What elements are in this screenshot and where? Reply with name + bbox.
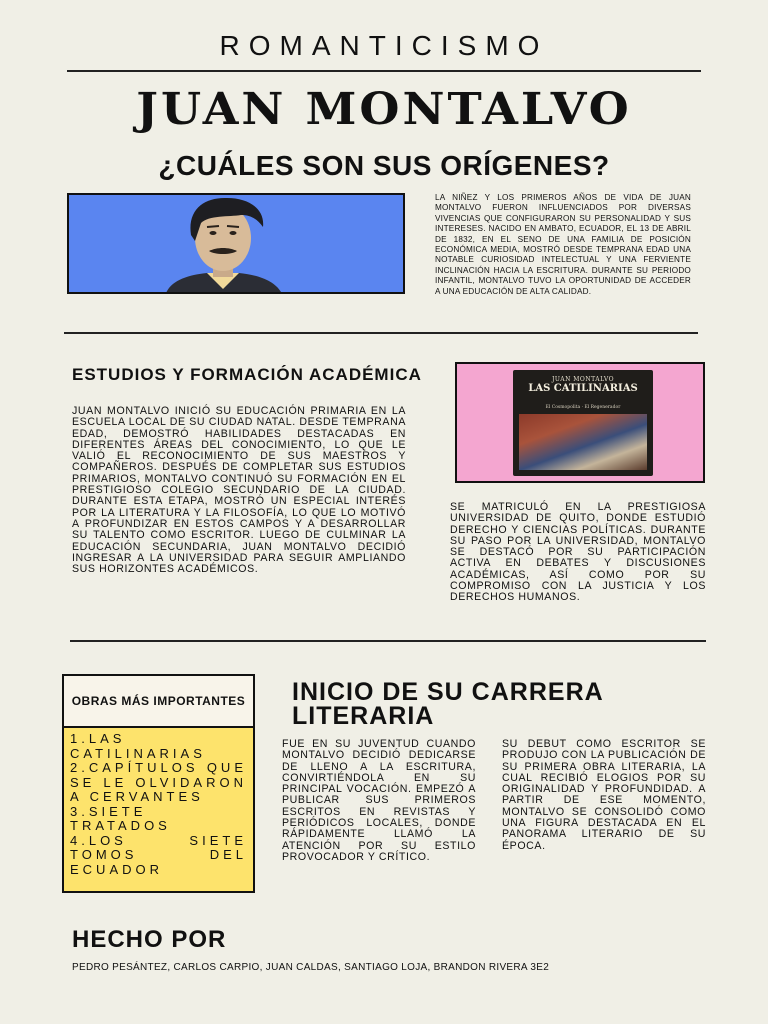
- works-list: [64, 726, 253, 891]
- book-title: LAS CATILINARIAS: [528, 383, 638, 394]
- studies-text-right: SE MATRICULÓ EN LA PRESTIGIOSA UNIVERSIDAD DE QUITO, DONDE ESTUDIÓ DERECHO Y CIENCIAS POLÍTICAS. DURANTE SU PASO POR LA UNIVERSIDAD, MONTALVO SE DESTACÓ POR SU PARTICIPACIÓN ACTIVA EN DEBATES Y DISCUSIONES ACADÉMICAS, ASÍ COMO POR SU COMPROMISO CON LA JUSTICIA Y LOS DERECHOS HUMANOS.: [450, 501, 706, 604]
- works-item: 1.LAS CATILINARIAS: [70, 731, 206, 761]
- origins-heading: ¿CUÁLES SON SUS ORÍGENES?: [158, 150, 610, 181]
- divider-top: [67, 70, 701, 72]
- works-heading: OBRAS MÁS IMPORTANTES: [71, 694, 246, 708]
- studies-text: JUAN MONTALVO INICIÓ SU EDUCACIÓN PRIMARIA EN LA ESCUELA LOCAL DE SU CIUDAD NATAL. DESDE TEMPRANA EDAD, DEMOSTRÓ HABILIDADES DESTACADAS EN DIFERENTES ÁREAS DEL CONOCIMIENTO, LO QUE LE VALIÓ EL RECONOCIMIENTO DE SUS MAESTROS Y COMPAÑEROS. DESPUÉS DE COMPLETAR SUS ESTUDIOS PRIMARIOS, MONTALVO CONTINUÓ SU FORMACIÓN EN EL PRESTIGIOSO COLEGIO SECUNDARIO DE LA CIUDAD. DURANTE ESTA ETAPA, MOSTRÓ UN ESPECIAL INTERÉS POR LA LITERATURA Y LA FILOSOFÍA, LO QUE LO MOTIVÓ A PROFUNDIZAR EN ESTOS CAMPOS Y A DESARROLLAR SU TALENTO COMO ESCRITOR. LUEGO DE CULMINAR LA EDUCACIÓN SECUNDARIA, JUAN MONTALVO DECIDIÓ INGRESAR A LA UNIVERSIDAD PARA SEGUIR AMPLIANDO SUS HORIZONTES ACADÉMICOS.: [72, 405, 406, 576]
- studies-heading: ESTUDIOS Y FORMACIÓN ACADÉMICA: [72, 365, 422, 384]
- career-heading: INICIO DE SU CARRERA LITERARIA: [292, 678, 603, 730]
- origins-text: LA NIÑEZ Y LOS PRIMEROS AÑOS DE VIDA DE JUAN MONTALVO FUERON INFLUENCIADOS POR DIVERSAS VIVENCIAS QUE CONFIGURARON SU PERSONALIDAD Y SUS INTERESES. NACIDO EN AMBATO, ECUADOR, EL 13 DE ABRIL DE 1832, EN EL SENO DE UNA FAMILIA DE POSICIÓN ECONÓMICA MEDIA, MOSTRÓ DESDE TEMPRANA EDAD UNA NOTABLE CURIOSIDAD INTELECTUAL Y UNA FERVIENTE INCLINACIÓN HACIA LA ESCRITURA. DURANTE SU PERIODO INFANTIL, MONTALVO TUVO LA OPORTUNIDAD DE ACCEDER A UNA EDUCACIÓN DE ALTA CALIDAD.: [435, 193, 691, 296]
- portrait-illustration: [69, 195, 405, 294]
- book-author: JUAN MONTALVO: [551, 376, 614, 383]
- credits-authors: PEDRO PESÁNTEZ, CARLOS CARPIO, JUAN CALDAS, SANTIAGO LOJA, BRANDON RIVERA 3E2: [72, 962, 550, 973]
- portrait-image: [67, 193, 405, 294]
- works-item: 2.CAPÍTULOS QUE SE LE OLVIDARON A CERVANTES: [70, 760, 247, 804]
- career-text-right: SU DEBUT COMO ESCRITOR SE PRODUJO CON LA PUBLICACIÓN DE SU PRIMERA OBRA LITERARIA, LA CUAL RECIBIÓ ELOGIOS POR SU ORIGINALIDAD Y PROFUNDIDAD. A PARTIR DE ESE MOMENTO, MONTALVO SE CONSOLIDÓ COMO UNA FIGURA DESTACADA EN EL PANORAMA LITERARIO DE SU ÉPOCA.: [502, 738, 706, 852]
- divider-origins: [64, 332, 698, 334]
- book-cover-art: [519, 414, 647, 470]
- page-title: JUAN MONTALVO: [136, 83, 632, 135]
- works-box: [62, 674, 255, 893]
- supertitle: ROMANTICISMO: [219, 30, 549, 61]
- divider-studies: [70, 640, 706, 642]
- book-cover: [513, 370, 653, 476]
- credits-heading: HECHO POR: [72, 926, 227, 953]
- book-cover-image: [455, 362, 705, 483]
- works-item: 4.LOS SIETE TOMOS DEL ECUADOR: [70, 832, 247, 877]
- works-item: 3.SIETE TRATADOS: [70, 803, 171, 833]
- book-subtitle: El Cosmopolita · El Regenerador: [545, 405, 621, 410]
- career-text-left: FUE EN SU JUVENTUD CUANDO MONTALVO DECIDIÓ DEDICARSE DE LLENO A LA ESCRITURA, CONVIRTIÉNDOLA EN SU PRINCIPAL VOCACIÓN. EMPEZÓ A PUBLICAR SUS PRIMEROS ESCRITOS EN REVISTAS Y PERIÓDICOS LOCALES, DONDE RÁPIDAMENTE LLAMÓ LA ATENCIÓN POR SU ESTILO PROVOCADOR Y CRÍTICO.: [282, 738, 476, 863]
